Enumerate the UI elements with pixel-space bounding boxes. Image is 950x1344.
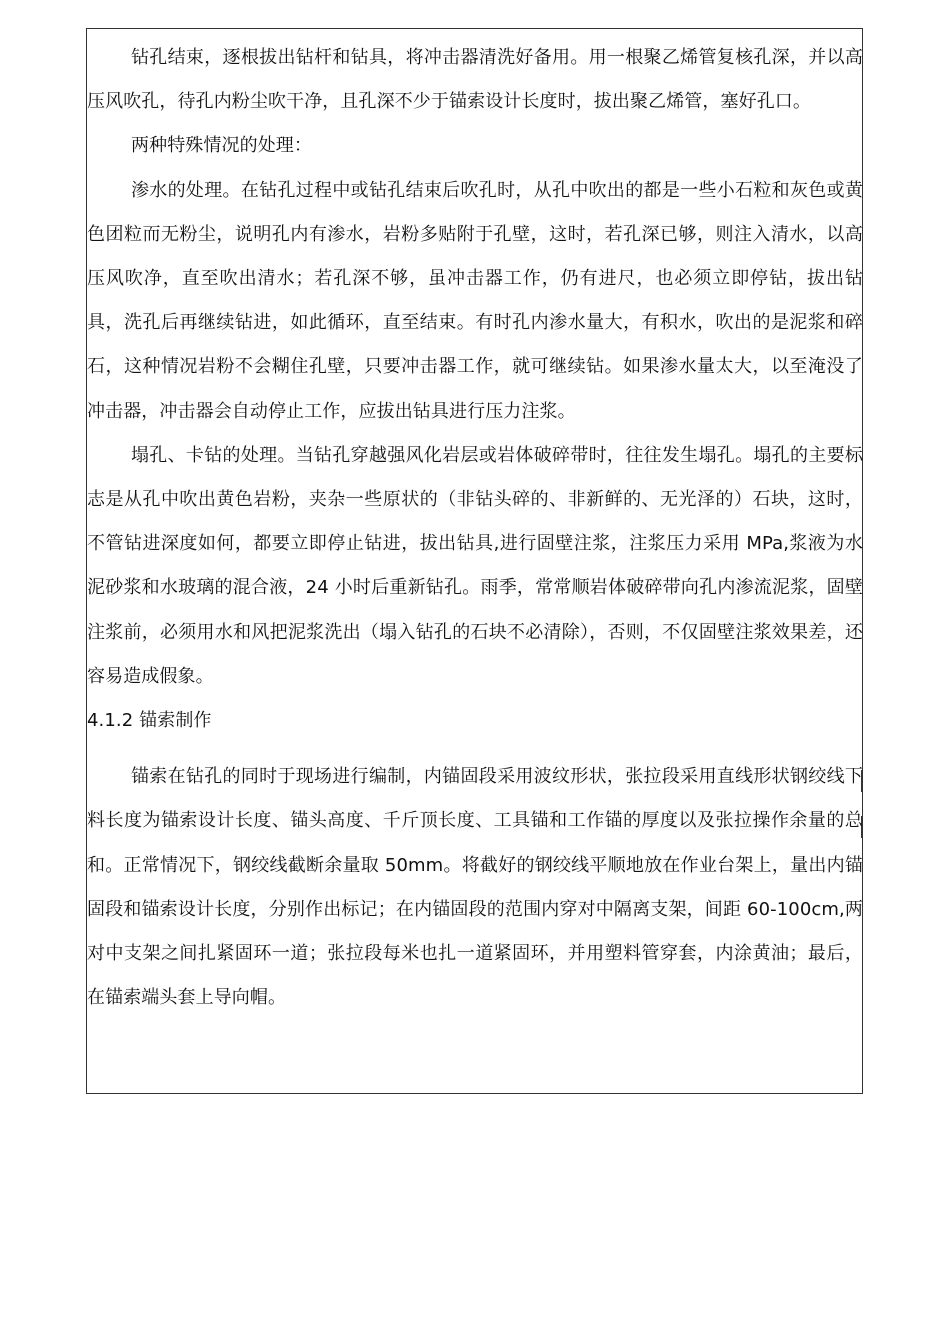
spacer <box>87 743 863 755</box>
paragraph-seepage: 渗水的处理。在钻孔过程中或钻孔结束后吹孔时，从孔中吹出的都是一些小石粒和灰色或黄色团粒而无粉尘，说明孔内有渗水，岩粉多贴附于孔壁，这时，若孔深已够，则注入清水，以高压风吹净，直至吹出清水；若孔深不够，虽冲击器工作，仍有进尺，也必须立即停钻，拔出钻具，洗孔后再继续钻进，如此循环，直至结束。有时孔内渗水量大，有积水，吹出的是泥浆和碎石，这种情况岩粉不会糊住孔壁，只要冲击器工作，就可继续钻。如果渗水量太大，以至淹没了冲击器，冲击器会自动停止工作，应拔出钻具进行压力注浆。 <box>87 179 863 422</box>
document-body <box>87 36 863 1020</box>
paragraph-anchor-fabrication: 锚索在钻孔的同时于现场进行编制，内锚固段采用波纹形状，张拉段采用直线形状钢绞线下料长度为锚索设计长度、锚头高度、千斤顶长度、工具锚和工作锚的厚度以及张拉操作余量的总和。正常情况下，钢绞线截断余量取 50mm。将截好的钢绞线平顺地放在作业台架上，量出内锚固段和锚索设计长度，分别作出标记；在内锚固段的范围内穿对中隔离支架，间距 60-100cm,两对中支架之间扎紧固环一道；张拉段每米也扎一道紧固环，并用塑料管穿套，内涂黄油；最后，在锚索端头套上导向帽。 <box>87 766 863 1009</box>
section-heading: 4.1.2 锚索制作 <box>87 710 212 732</box>
paragraph-special-intro: 两种特殊情况的处理： <box>131 135 312 157</box>
paragraph-drilling-end: 钻孔结束，逐根拔出钻杆和钻具，将冲击器清洗好备用。用一根聚乙烯管复核孔深，并以高压风吹孔，待孔内粉尘吹干净，且孔深不少于锚索设计长度时，拔出聚乙烯管，塞好孔口。 <box>87 47 863 113</box>
paragraph-collapse: 塌孔、卡钻的处理。当钻孔穿越强风化岩层或岩体破碎带时，往往发生塌孔。塌孔的主要标志是从孔中吹出黄色岩粉，夹杂一些原状的（非钻头碎的、非新鲜的、无光泽的）石块，这时，不管钻进深度如何，都要立即停止钻进，拔出钻具,进行固壁注浆，注浆压力采用 MPa,浆液为水泥砂浆和水玻璃的混合液，24 小时后重新钻孔。雨季，常常顺岩体破碎带向孔内渗流泥浆，固壁注浆前，必须用水和风把泥浆洗出（塌入钻孔的石块不必清除），否则，不仅固壁注浆效果差，还容易造成假象。 <box>87 444 863 687</box>
